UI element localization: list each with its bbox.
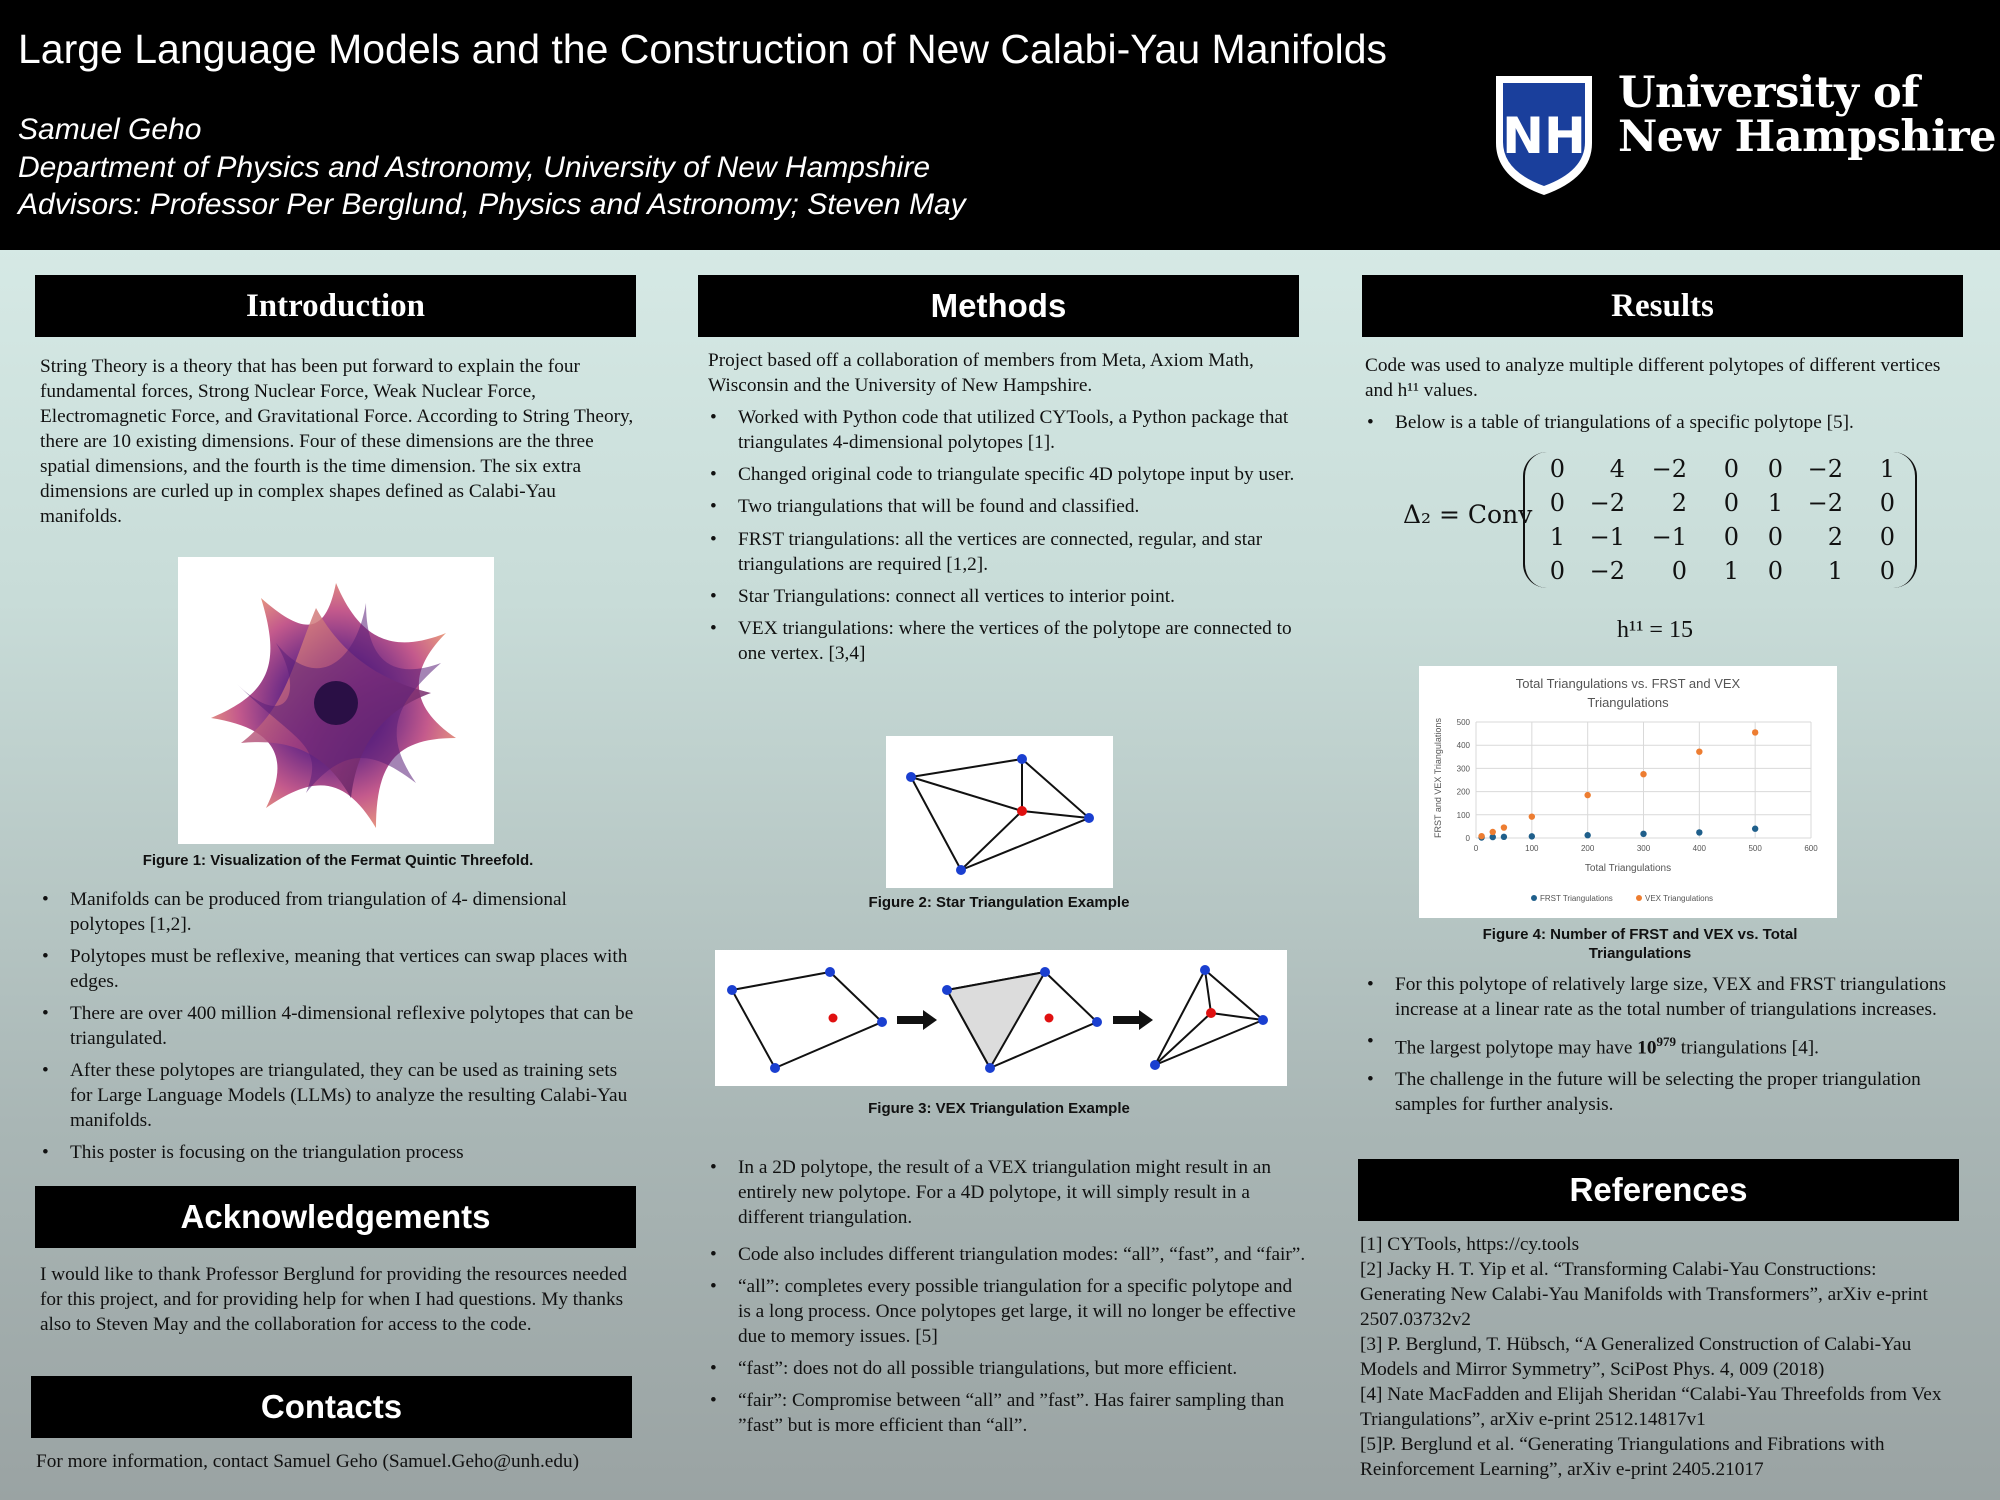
- legend-label: FRST Triangulations: [1540, 894, 1613, 903]
- matrix-cell: −2: [1651, 455, 1687, 483]
- unh-shield-logo: [1493, 73, 1595, 198]
- matrix-cell: 0: [1723, 489, 1739, 517]
- introduction-paragraph: String Theory is a theory that has been put forward to explain the four fundamental forces, Strong Nuclear Force, Weak Nuclear Force, Electromagnetic Force, and Gravitational Force. According to String Theory, there are 10 existing dimensions. Four of these dimensions are the three spatial dimensions, and the fourth is the time dimension. The six extra dimensions are curled up in complex shapes defined as Calabi-Yau manifolds.: [40, 356, 634, 527]
- vex-point: [1490, 829, 1496, 835]
- matrix-cell: 0: [1671, 557, 1687, 585]
- reference-item: [1] CYTools, https://cy.tools: [1360, 1234, 1580, 1255]
- matrix-cell: 1: [1723, 557, 1739, 585]
- vertex-point: [956, 865, 966, 875]
- list-item: • After these polytopes are triangulated, they can be used as training sets for Large Language Models (LLMs) to analyze the resulting Calabi-Yau manifolds.: [40, 1058, 640, 1133]
- list-item: • “fair”: Compromise between “all” and ”fast”. Has fairer sampling than ”fast” but is more efficient than “all”.: [708, 1388, 1308, 1438]
- reference-item: [3] P. Berglund, T. Hübsch, “A Generalized Construction of Calabi-Yau Models and Mirror Symmetry”, SciPost Phys. 4, 009 (2018): [1360, 1334, 1912, 1380]
- matrix-cell: 2: [1671, 489, 1687, 517]
- x-tick-label: 300: [1636, 844, 1651, 853]
- list-item: • Manifolds can be produced from triangulation of 4- dimensional polytopes [1,2].: [40, 887, 640, 937]
- logo-text-line1: University of: [1618, 68, 1920, 118]
- figure1-quintic-image: [178, 557, 494, 844]
- matrix-cell: 0: [1723, 523, 1739, 551]
- matrix-cell: 4: [1609, 455, 1625, 483]
- vex-point: [1501, 824, 1507, 830]
- reference-item: [2] Jacky H. T. Yip et al. “Transforming Calabi-Yau Constructions: Generating New Calabi-Yau Manifolds with Transformers”, arXiv e-print 2507.03732v2: [1360, 1259, 1928, 1330]
- department-line: Department of Physics and Astronomy, University of New Hampshire: [18, 151, 930, 184]
- polytope-matrix: [1403, 450, 1923, 590]
- reference-item: [5]P. Berglund et al. “Generating Triangulations and Fibrations with Reinforcement Learning”, arXiv e-print 2405.21017: [1360, 1434, 1885, 1480]
- list-item: • Polytopes must be reflexive, meaning that vertices can swap places with edges.: [40, 944, 640, 994]
- legend-marker: [1531, 895, 1537, 901]
- matrix-cell: 1: [1879, 455, 1895, 483]
- x-tick-label: 600: [1804, 844, 1818, 853]
- frst-point: [1501, 834, 1507, 840]
- figure4-chart: [1419, 666, 1837, 918]
- list-item: • Changed original code to triangulate specific 4D polytope input by user.: [708, 462, 1308, 487]
- figure2-caption: Figure 2: Star Triangulation Example: [868, 894, 1130, 911]
- matrix-cell: 0: [1767, 557, 1783, 585]
- contacts-text: For more information, contact Samuel Geho (Samuel.Geho@unh.edu): [36, 1451, 580, 1472]
- list-item: [1365, 1029, 1965, 1060]
- legend-marker: [1636, 895, 1642, 901]
- x-tick-label: 400: [1692, 844, 1707, 853]
- matrix-cell: −2: [1807, 455, 1843, 483]
- matrix-left-paren: [1523, 452, 1547, 588]
- advisors-line: Advisors: Professor Per Berglund, Physics and Astronomy; Steven May: [18, 188, 966, 221]
- legend-label: VEX Triangulations: [1645, 894, 1714, 903]
- matrix-cell: 0: [1879, 557, 1895, 585]
- vex-point: [1696, 748, 1702, 754]
- matrix-cell: −2: [1807, 489, 1843, 517]
- h11-value: h¹¹ = 15: [1617, 617, 1693, 643]
- results-bullets-1: [1365, 410, 1965, 442]
- chart-xlabel: Total Triangulations: [1584, 863, 1672, 874]
- matrix-cell: 0: [1879, 523, 1895, 551]
- interior-point: [1017, 806, 1027, 816]
- list-item: • FRST triangulations: all the vertices are connected, regular, and star triangulations are required [1,2].: [708, 527, 1308, 577]
- figure3-caption: Figure 3: VEX Triangulation Example: [868, 1100, 1130, 1117]
- results-intro: Code was used to analyze multiple different polytopes of different vertices and h¹¹ values.: [1365, 355, 1941, 401]
- vex-point: [1584, 792, 1590, 798]
- list-item: • Below is a table of triangulations of a specific polytope [5].: [1365, 410, 1965, 435]
- matrix-grid: [1545, 452, 1895, 588]
- matrix-cell: 0: [1767, 523, 1783, 551]
- chart-title-line1: Total Triangulations vs. FRST and VEX: [1515, 676, 1741, 691]
- list-item: • In a 2D polytope, the result of a VEX triangulation might result in an entirely new polytope. For a 4D polytope, it will simply result in a different triangulation.: [708, 1155, 1308, 1230]
- author-name: Samuel Geho: [18, 113, 202, 146]
- matrix-cell: 1: [1549, 523, 1565, 551]
- y-tick-label: 0: [1465, 834, 1470, 843]
- list-item: • “fast”: does not do all possible triangulations, but more efficient.: [708, 1356, 1308, 1381]
- matrix-cell: 0: [1723, 455, 1739, 483]
- matrix-cell: 0: [1549, 489, 1565, 517]
- matrix-cell: 0: [1549, 557, 1565, 585]
- vex-point: [1752, 729, 1758, 735]
- largest-base: 10: [1637, 1037, 1657, 1059]
- introduction-heading: Introduction: [35, 275, 636, 337]
- acknowledgements-text: I would like to thank Professor Berglund for providing the resources needed for this project, and for providing help for when I had questions. My thanks also to Steven May and the collaboration for access to the code.: [40, 1264, 628, 1335]
- list-item: • VEX triangulations: where the vertices of the polytope are connected to one vertex. [3,4]: [708, 616, 1308, 666]
- matrix-cell: 1: [1827, 557, 1843, 585]
- list-item: • Two triangulations that will be found and classified.: [708, 494, 1308, 519]
- frst-point: [1529, 833, 1535, 839]
- list-item: • Code also includes different triangulation modes: “all”, “fast”, and “fair”.: [708, 1242, 1308, 1267]
- matrix-cell: 1: [1767, 489, 1783, 517]
- frst-point: [1640, 831, 1646, 837]
- vertex-point: [1017, 754, 1027, 764]
- vex-point: [1640, 771, 1646, 777]
- figure2-star-triangulation: [886, 736, 1113, 888]
- poster-header: [0, 0, 2000, 250]
- acknowledgements-heading: Acknowledgements: [35, 1186, 636, 1248]
- vex-point: [1529, 813, 1535, 819]
- methods-intro: Project based off a collaboration of members from Meta, Axiom Math, Wisconsin and the University of New Hampshire.: [708, 350, 1254, 396]
- vex-point: [1478, 833, 1484, 839]
- y-tick-label: 300: [1456, 764, 1470, 774]
- chart-title-line2: Triangulations: [1587, 695, 1669, 710]
- matrix-cell: −1: [1651, 523, 1687, 551]
- figure4-caption: Figure 4: Number of FRST and VEX vs. Total Triangulations: [1482, 926, 1798, 962]
- list-item: • This poster is focusing on the triangulation process: [40, 1140, 640, 1165]
- matrix-cell: 2: [1827, 523, 1843, 551]
- logo-text-line2: New Hampshire: [1618, 112, 1997, 162]
- x-tick-label: 0: [1473, 844, 1479, 853]
- list-item: • There are over 400 million 4-dimensional reflexive polytopes that can be triangulated.: [40, 1001, 640, 1051]
- results-heading: Results: [1362, 275, 1963, 337]
- matrix-cell: 0: [1879, 489, 1895, 517]
- y-tick-label: 500: [1456, 718, 1470, 727]
- methods-bullets-2: [708, 1155, 1308, 1445]
- references-heading: References: [1358, 1159, 1959, 1221]
- list-item: • “all”: completes every possible triangulation for a specific polytope and is a long process. Once polytopes get large, it will no longer be effective due to memory issues. [5]: [708, 1274, 1308, 1349]
- y-tick-label: 200: [1456, 787, 1470, 797]
- results-bullets-2: [1365, 972, 1965, 1124]
- frst-point: [1696, 829, 1702, 835]
- x-tick-label: 200: [1580, 844, 1595, 853]
- figure1-caption: Figure 1: Visualization of the Fermat Quintic Threefold.: [142, 852, 534, 869]
- vertex-point: [1084, 813, 1094, 823]
- contacts-heading: Contacts: [31, 1376, 632, 1438]
- frst-point: [1752, 826, 1758, 832]
- methods-heading: Methods: [698, 275, 1299, 337]
- methods-bullets: [708, 405, 1308, 673]
- list-item: • Worked with Python code that utilized CYTools, a Python package that triangulates 4-dimensional polytopes [1].: [708, 405, 1308, 455]
- introduction-bullets: [40, 887, 640, 1172]
- matrix-label: Δ₂ = Conv: [1403, 500, 1533, 529]
- matrix-right-paren: [1893, 452, 1917, 588]
- figure3-vex-triangulation: [715, 950, 1287, 1086]
- largest-pre: The largest polytope may have: [1395, 1037, 1638, 1059]
- matrix-cell: 0: [1767, 455, 1783, 483]
- list-item: • The challenge in the future will be selecting the proper triangulation samples for further analysis.: [1365, 1067, 1965, 1117]
- x-tick-label: 500: [1748, 844, 1762, 853]
- list-item: • Star Triangulations: connect all vertices to interior point.: [708, 584, 1308, 609]
- matrix-cell: −1: [1589, 523, 1625, 551]
- vertex-point: [906, 772, 916, 782]
- largest-exp: 979: [1656, 1034, 1676, 1049]
- list-item: • For this polytope of relatively large size, VEX and FRST triangulations increase at a linear rate as the total number of triangulations increases.: [1365, 972, 1965, 1022]
- reference-item: [4] Nate MacFadden and Elijah Sheridan “Calabi-Yau Threefolds from Vex Triangulations”, arXiv e-print 2512.14817v1: [1360, 1384, 1942, 1430]
- largest-post: triangulations [4].: [1675, 1037, 1819, 1059]
- y-tick-label: 400: [1456, 741, 1470, 751]
- matrix-cell: −2: [1589, 557, 1625, 585]
- y-tick-label: 100: [1456, 810, 1470, 820]
- svg-text:NH: NH: [1502, 107, 1586, 165]
- references-list: [1360, 1232, 1965, 1482]
- matrix-cell: −2: [1589, 489, 1625, 517]
- frst-point: [1584, 832, 1590, 838]
- chart-ylabel: FRST and VEX Triangulations: [1433, 718, 1443, 838]
- x-tick-label: 100: [1525, 844, 1539, 853]
- scatter-chart: [1419, 666, 1837, 918]
- poster-title: Large Language Models and the Construction of New Calabi-Yau Manifolds: [18, 26, 1388, 72]
- matrix-cell: 0: [1549, 455, 1565, 483]
